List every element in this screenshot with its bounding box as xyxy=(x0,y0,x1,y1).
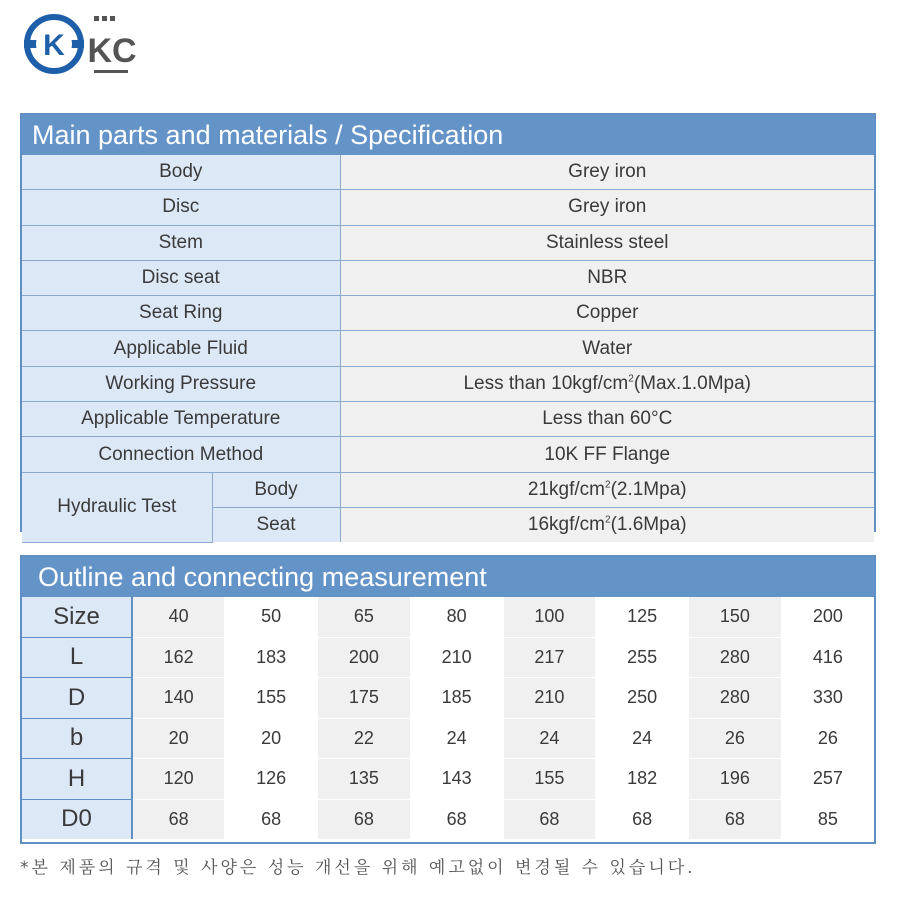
table-cell: 257 xyxy=(781,759,874,800)
table-row xyxy=(22,296,874,331)
table-cell: 162 xyxy=(132,637,225,678)
table-cell: 330 xyxy=(781,678,874,719)
spec-label: Body xyxy=(22,155,340,190)
hydraulic-body-label: Body xyxy=(212,472,340,507)
table-cell: 68 xyxy=(132,799,225,839)
disclaimer-note: *본 제품의 규격 및 사양은 성능 개선을 위해 예고없이 변경될 수 있습니다. xyxy=(20,858,696,878)
row-label: D0 xyxy=(22,799,132,839)
spec-value: Grey iron xyxy=(340,190,874,225)
value-text: Less than 10kgf/cm xyxy=(463,372,629,394)
table-cell: 26 xyxy=(689,718,782,759)
table-cell: 126 xyxy=(225,759,318,800)
table-cell: 280 xyxy=(689,637,782,678)
table-cell: 185 xyxy=(410,678,503,719)
table-row xyxy=(22,799,874,839)
table-cell: 217 xyxy=(503,637,596,678)
table-row xyxy=(22,597,874,637)
row-label: b xyxy=(22,718,132,759)
value-text: (1.6Mpa) xyxy=(610,514,687,536)
row-label: L xyxy=(22,637,132,678)
spec-value: Copper xyxy=(340,296,874,331)
table-cell: 68 xyxy=(689,799,782,839)
table-row xyxy=(22,437,874,472)
table-row xyxy=(22,155,874,190)
table-cell: 68 xyxy=(410,799,503,839)
hydraulic-test-label: Hydraulic Test xyxy=(22,472,212,542)
kc-mark-logo xyxy=(87,14,137,78)
spec-value: NBR xyxy=(340,260,874,295)
table-cell: 120 xyxy=(132,759,225,800)
spec-label: Disc xyxy=(22,190,340,225)
spec-label: Disc seat xyxy=(22,260,340,295)
value-text: 16kgf/cm xyxy=(527,514,605,536)
table-cell: 20 xyxy=(225,718,318,759)
table-row xyxy=(22,678,874,719)
hydraulic-body-value xyxy=(340,472,874,507)
table-cell: 68 xyxy=(503,799,596,839)
spec-value: Water xyxy=(340,331,874,366)
outline-panel-title: Outline and connecting measurement xyxy=(22,557,874,597)
table-row xyxy=(22,472,874,507)
table-cell: 24 xyxy=(503,718,596,759)
table-cell: 68 xyxy=(596,799,689,839)
table-cell: 183 xyxy=(225,637,318,678)
value-text: (2.1Mpa) xyxy=(610,478,687,500)
table-cell: 68 xyxy=(318,799,411,839)
table-cell: 150 xyxy=(689,597,782,637)
table-cell: 22 xyxy=(318,718,411,759)
spec-value: Grey iron xyxy=(340,155,874,190)
superscript: 2 xyxy=(628,373,634,385)
table-cell: 175 xyxy=(318,678,411,719)
table-cell: 200 xyxy=(318,637,411,678)
spec-value xyxy=(340,366,874,401)
table-cell: 65 xyxy=(318,597,411,637)
spec-label: Working Pressure xyxy=(22,366,340,401)
table-cell: 50 xyxy=(225,597,318,637)
table-cell: 40 xyxy=(132,597,225,637)
table-row xyxy=(22,190,874,225)
row-label: H xyxy=(22,759,132,800)
hydraulic-seat-label: Seat xyxy=(212,507,340,542)
svg-text:K: K xyxy=(43,29,65,62)
table-cell: 255 xyxy=(596,637,689,678)
table-cell: 210 xyxy=(503,678,596,719)
table-row xyxy=(22,331,874,366)
spec-value: Less than 60°C xyxy=(340,402,874,437)
outline-table xyxy=(22,597,874,839)
table-row xyxy=(22,366,874,401)
hydraulic-seat-value xyxy=(340,507,874,542)
superscript: 2 xyxy=(605,479,611,491)
row-label: D xyxy=(22,678,132,719)
table-cell: 196 xyxy=(689,759,782,800)
table-cell: 155 xyxy=(503,759,596,800)
table-cell: 26 xyxy=(781,718,874,759)
table-cell: 416 xyxy=(781,637,874,678)
spec-panel-title: Main parts and materials / Specification xyxy=(22,115,874,155)
table-cell: 155 xyxy=(225,678,318,719)
table-cell: 250 xyxy=(596,678,689,719)
spec-label: Applicable Fluid xyxy=(22,331,340,366)
table-cell: 24 xyxy=(596,718,689,759)
table-cell: 125 xyxy=(596,597,689,637)
spec-label: Seat Ring xyxy=(22,296,340,331)
table-cell: 182 xyxy=(596,759,689,800)
table-row xyxy=(22,260,874,295)
spec-label: Applicable Temperature xyxy=(22,402,340,437)
spec-value: 10K FF Flange xyxy=(340,437,874,472)
table-row xyxy=(22,759,874,800)
spec-value: Stainless steel xyxy=(340,225,874,260)
outline-panel xyxy=(20,555,876,844)
table-row xyxy=(22,225,874,260)
table-cell: 200 xyxy=(781,597,874,637)
k-mark-logo xyxy=(24,14,84,74)
spec-label: Connection Method xyxy=(22,437,340,472)
superscript: 2 xyxy=(605,514,611,526)
table-cell: 85 xyxy=(781,799,874,839)
table-row xyxy=(22,402,874,437)
table-cell: 68 xyxy=(225,799,318,839)
spec-table xyxy=(22,155,874,543)
table-row xyxy=(22,718,874,759)
row-label: Size xyxy=(22,597,132,637)
spec-panel xyxy=(20,113,876,536)
table-cell: 20 xyxy=(132,718,225,759)
value-text: 21kgf/cm xyxy=(527,478,605,500)
value-text: (Max.1.0Mpa) xyxy=(633,372,752,394)
table-cell: 140 xyxy=(132,678,225,719)
spec-label: Stem xyxy=(22,225,340,260)
table-cell: 210 xyxy=(410,637,503,678)
table-cell: 135 xyxy=(318,759,411,800)
svg-text:KC: KC xyxy=(87,32,137,70)
table-row xyxy=(22,637,874,678)
table-cell: 80 xyxy=(410,597,503,637)
table-cell: 280 xyxy=(689,678,782,719)
table-cell: 24 xyxy=(410,718,503,759)
table-cell: 100 xyxy=(503,597,596,637)
table-cell: 143 xyxy=(410,759,503,800)
